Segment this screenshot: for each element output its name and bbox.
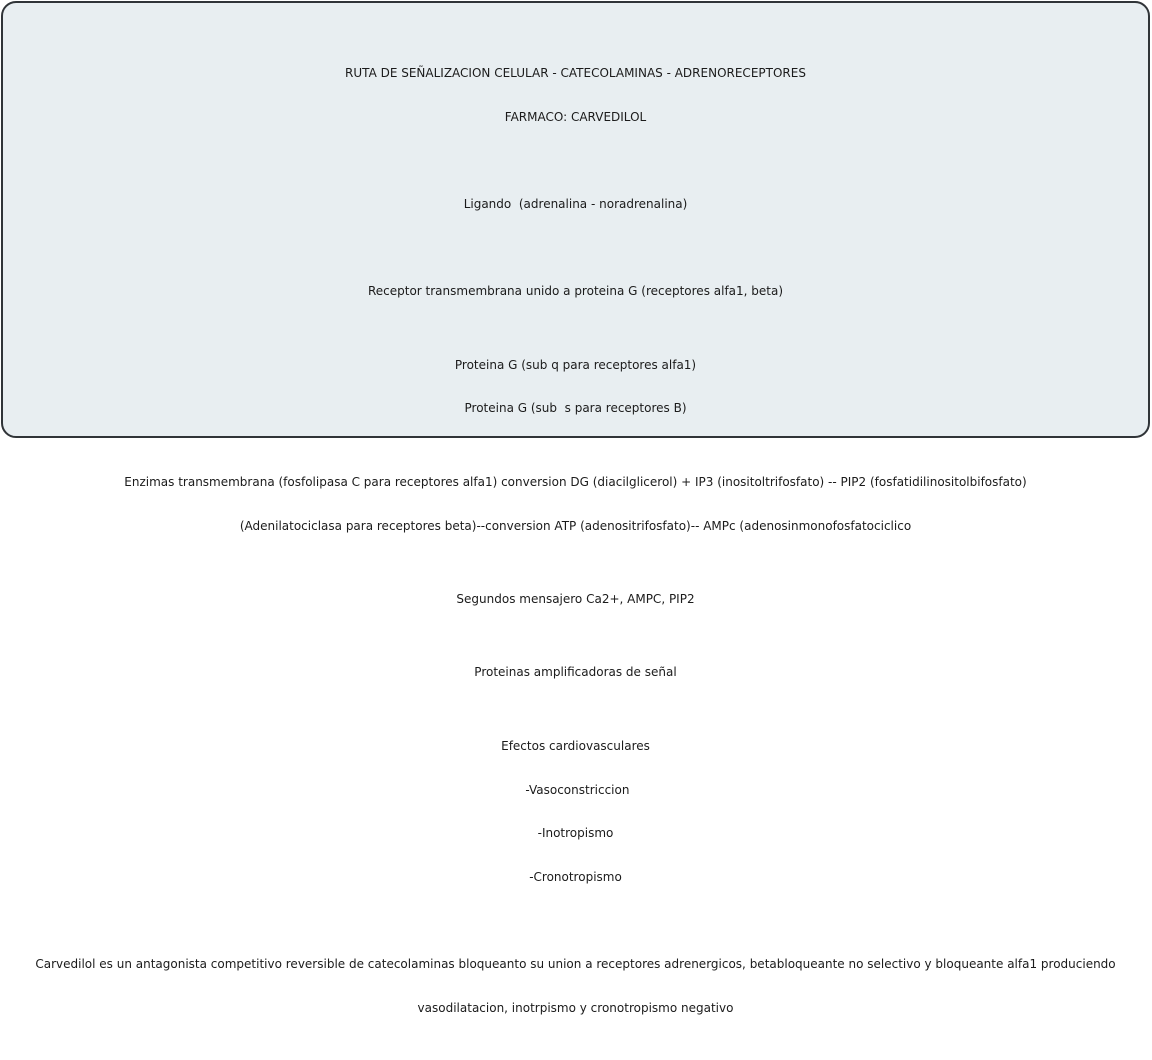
- summary-line2: vasodilatacion, inotrpismo y cronotropismo negativo: [417, 1001, 734, 1016]
- cardiovascular-effect-item: -Inotropismo: [537, 826, 614, 841]
- cardiovascular-effect-item: -Cronotropismo: [529, 870, 622, 885]
- enzymes-line1: Enzimas transmembrana (fosfolipasa C para receptores alfa1) conversion DG (diacilglicerol) + IP3 (inositoltrifosfato) -- PIP2 (fosfatidilinositolbifosfato): [124, 474, 1027, 489]
- document-card: [1, 1, 1150, 1016]
- second-messengers-line: Segundos mensajero Ca2+, AMPC, PIP2: [456, 592, 695, 606]
- ligand-line: Ligando (adrenalina - noradrenalina): [463, 196, 688, 211]
- protein-g-line2: Proteina G (sub s para receptores B): [464, 401, 687, 416]
- protein-g-line1: Proteina G (sub q para receptores alfa1): [454, 357, 697, 372]
- cardiovascular-effects-header: Efectos cardiovasculares: [501, 738, 650, 753]
- document-title-line2: FARMACO: CARVEDILOL: [504, 109, 647, 124]
- cardiovascular-effect-item: -Vasoconstriccion: [521, 782, 630, 797]
- receptor-line: Receptor transmembrana unido a proteina G (receptores alfa1, beta): [367, 284, 784, 299]
- document-title-line1: RUTA DE SEÑALIZACION CELULAR - CATECOLAMINAS - ADRENORECEPTORES: [345, 65, 806, 80]
- amplifier-proteins-line: Proteinas amplificadoras de señal: [474, 665, 677, 680]
- enzymes-line2: (Adenilatociclasa para receptores beta)--conversion ATP (adenositrifosfato)-- AMPc (adenosinmonofosfatociclico: [239, 518, 912, 533]
- summary-line1: Carvedilol es un antagonista competitivo reversible de catecolaminas bloqueanto su union a receptores adrenergicos, betabloqueante no selectivo y bloqueante alfa1 produciendo: [35, 957, 1116, 972]
